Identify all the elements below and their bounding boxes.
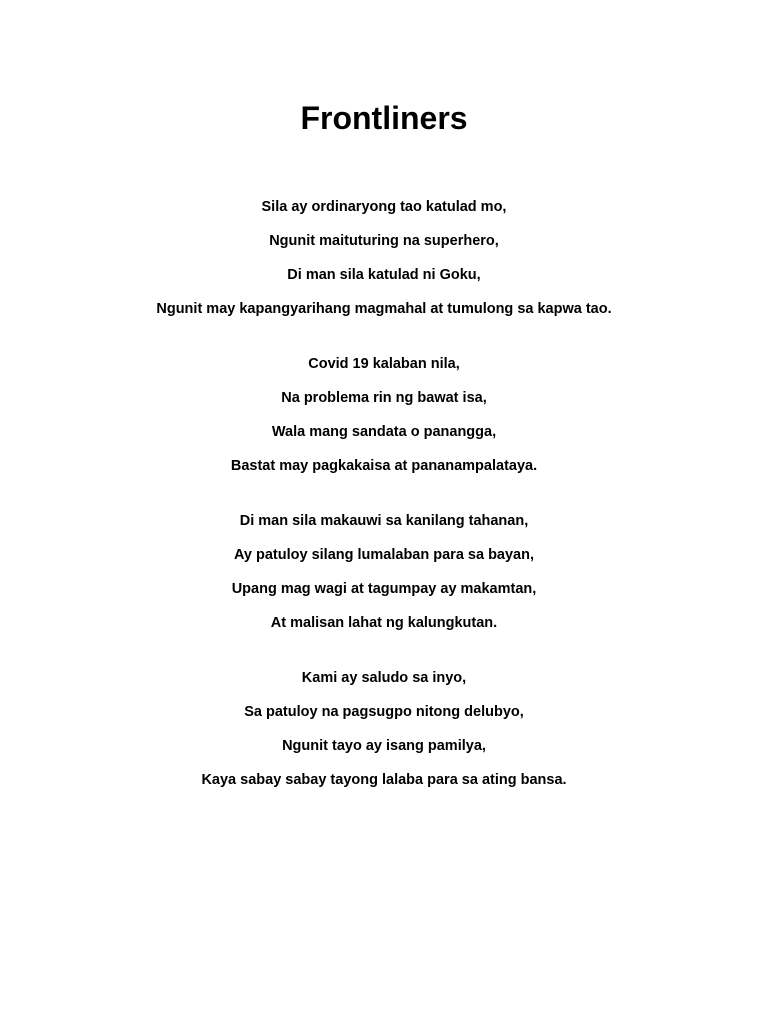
stanza-3: [0, 511, 768, 633]
poem-line: Kaya sabay sabay tayong lalaba para sa ating bansa.: [201, 772, 567, 788]
poem-line: Ngunit maituturing na superhero,: [269, 233, 499, 249]
poem-line: Upang mag wagi at tagumpay ay makamtan,: [231, 581, 537, 597]
poem-line: Sila ay ordinaryong tao katulad mo,: [261, 199, 507, 215]
poem-line: Di man sila katulad ni Goku,: [287, 267, 481, 283]
poem-title: Frontliners: [300, 100, 468, 136]
poem-line: Kami ay saludo sa inyo,: [301, 670, 467, 686]
poem-line: Ay patuloy silang lumalaban para sa bayan,: [233, 547, 535, 563]
stanza-1: [0, 197, 768, 319]
poem-line: Ngunit tayo ay isang pamilya,: [282, 738, 486, 754]
poem-body: [0, 197, 768, 825]
poem-line: Bastat may pagkakaisa at pananampalataya.: [230, 458, 538, 474]
poem-line: Sa patuloy na pagsugpo nitong delubyo,: [244, 704, 524, 720]
poem-line: Wala mang sandata o panangga,: [271, 424, 497, 440]
poem-line: Covid 19 kalaban nila,: [308, 356, 460, 372]
poem-line: Di man sila makauwi sa kanilang tahanan,: [239, 513, 529, 529]
stanza-2: [0, 354, 768, 476]
stanza-4: [0, 668, 768, 790]
poem-line: At malisan lahat ng kalungkutan.: [270, 615, 498, 631]
poem-line: Na problema rin ng bawat isa,: [281, 390, 487, 406]
poem-line: Ngunit may kapangyarihang magmahal at tumulong sa kapwa tao.: [156, 301, 612, 317]
